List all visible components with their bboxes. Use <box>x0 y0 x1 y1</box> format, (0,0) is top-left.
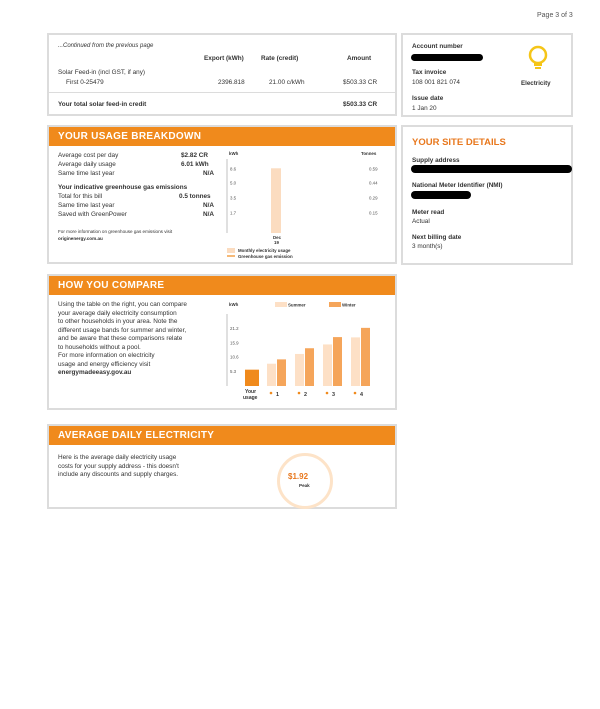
ghg-row-value: N/A <box>203 211 215 218</box>
ghg-row-label: Same time last year <box>58 202 115 209</box>
ghg-note: For more information on greenhouse gas emissions visit <box>58 229 173 234</box>
compare-link[interactable]: energymadeeasy.gov.au <box>58 369 132 376</box>
summer-bar <box>323 344 332 386</box>
compare-title: HOW YOU COMPARE <box>49 276 395 295</box>
average-daily-card <box>47 424 397 509</box>
compare-body-line: usage and energy efficiency visit <box>58 360 151 368</box>
usage-y2-label: Tonnes <box>361 151 377 156</box>
redaction-bar <box>411 54 483 61</box>
compare-body-line: and be aware that these comparisons relate <box>58 335 183 342</box>
winter-bar <box>277 359 286 386</box>
household-person-icon <box>270 392 273 395</box>
compare-y-tick: 5.3 <box>230 369 237 375</box>
usage-breakdown-card <box>47 125 397 264</box>
legend-label-monthly: Monthly electricity usage <box>238 248 291 253</box>
usage-row-label: Average cost per day <box>58 152 119 159</box>
meter-read-value: Actual <box>412 218 430 225</box>
account-card <box>401 33 573 117</box>
usage-y-tick: 5.0 <box>230 180 237 186</box>
compare-x-tick: usage <box>243 395 258 401</box>
ghg-note-link[interactable]: originenergy.com.au <box>58 236 103 241</box>
compare-body-line: your average daily electricity consumption <box>58 309 177 317</box>
electricity-label: Electricity <box>521 80 551 87</box>
feedin-row-sub: First 0-25479 <box>66 79 104 86</box>
tax-invoice-value: 108 001 821 074 <box>412 79 460 86</box>
usage-y-label: kWh <box>229 151 239 156</box>
compare-x-tick: 4 <box>360 392 363 398</box>
average-body-line: Here is the average daily electricity usage <box>58 454 177 461</box>
summer-bar <box>351 337 360 386</box>
compare-x-tick: Your <box>245 389 257 395</box>
usage-y-tick: 3.5 <box>230 195 237 201</box>
amount-col-header: Amount <box>347 55 372 62</box>
summer-bar <box>295 354 304 386</box>
tax-invoice-label: Tax invoice <box>412 69 447 76</box>
site-details-card <box>401 125 573 265</box>
household-person-icon <box>354 392 357 395</box>
usage-title: YOUR USAGE BREAKDOWN <box>49 127 395 146</box>
rate-col-header: Rate (credit) <box>261 55 299 62</box>
compare-chart <box>221 296 393 408</box>
redaction-bar <box>411 191 471 199</box>
site-title: YOUR SITE DETAILS <box>412 137 506 148</box>
legend-swatch-monthly <box>227 248 235 253</box>
usage-row-value: $2.82 CR <box>181 152 208 159</box>
average-cost-circle <box>277 453 333 509</box>
winter-bar <box>361 328 370 386</box>
usage-y-tick: 8.6 <box>230 166 237 172</box>
legend-label-ghg: Greenhouse gas emission <box>238 254 293 259</box>
compare-y-tick: 10.6 <box>230 354 239 360</box>
average-body-line: include any discounts and supply charges. <box>58 471 179 478</box>
nmi-label: National Meter Identifier (NMI) <box>412 182 503 189</box>
usage-y-tick: 1.7 <box>230 210 237 216</box>
average-cost-label: Peak <box>299 483 310 488</box>
legend-label-summer: Summer <box>288 302 306 308</box>
ghg-row-label: Total for this bill <box>58 193 103 200</box>
compare-y-tick: 15.9 <box>230 340 239 346</box>
account-number-label: Account number <box>412 43 463 50</box>
compare-x-tick: 3 <box>332 392 335 398</box>
how-you-compare-card <box>47 274 397 410</box>
average-body-line: costs for your supply address - this doesn't <box>58 462 179 470</box>
rate-value: 21.00 c/kWh <box>269 79 305 86</box>
compare-x-tick: 1 <box>276 392 279 398</box>
usage-x-tick: Dec <box>273 235 282 240</box>
page-number: Page 3 of 3 <box>537 12 573 19</box>
household-person-icon <box>326 392 329 395</box>
total-feedin-value: $503.33 CR <box>343 101 378 108</box>
compare-body-line: to households without a pool. <box>58 343 141 351</box>
compare-body-line: For more information on electricity <box>58 352 155 359</box>
solar-feedin-card <box>47 33 397 116</box>
compare-y-label: kWh <box>229 302 239 307</box>
usage-chart <box>221 147 393 259</box>
average-cost-value: $1.92 <box>288 472 309 481</box>
usage-row-label: Average daily usage <box>58 161 116 168</box>
usage-y2-tick: 0.44 <box>369 180 378 186</box>
compare-body-line: to other households in your area. Note the <box>58 318 178 325</box>
usage-bar <box>271 168 281 233</box>
usage-row-label: Same time last year <box>58 170 115 177</box>
your-usage-bar <box>245 370 259 386</box>
meter-read-label: Meter read <box>412 209 445 216</box>
usage-x-tick: 19 <box>274 240 279 245</box>
legend-label-winter: Winter <box>342 302 356 308</box>
legend-swatch-summer <box>275 302 287 307</box>
usage-row-value: N/A <box>203 170 215 177</box>
household-person-icon <box>298 392 301 395</box>
usage-y2-tick: 0.59 <box>369 166 378 172</box>
compare-body-line: different usage bands for summer and winter, <box>58 326 187 334</box>
average-title: AVERAGE DAILY ELECTRICITY <box>49 426 395 445</box>
usage-y2-tick: 0.29 <box>369 195 378 201</box>
ghg-title: Your indicative greenhouse gas emissions <box>58 184 188 191</box>
summer-bar <box>267 364 276 386</box>
amount-value: $503.33 CR <box>343 79 378 86</box>
lightbulb-icon <box>528 45 548 75</box>
feedin-row-label: Solar Feed-in (incl GST, if any) <box>58 69 146 76</box>
total-feedin-label: Your total solar feed-in credit <box>58 101 147 108</box>
ghg-row-label: Saved with GreenPower <box>58 211 127 218</box>
divider <box>49 92 395 93</box>
ghg-row-value: N/A <box>203 202 215 209</box>
redaction-bar <box>411 165 572 173</box>
legend-swatch-winter <box>329 302 341 307</box>
export-value: 2396.818 <box>218 79 245 86</box>
compare-y-tick: 21.2 <box>230 325 239 331</box>
issue-date-value: 1 Jan 20 <box>412 105 437 112</box>
next-billing-label: Next billing date <box>412 234 462 241</box>
winter-bar <box>305 348 314 386</box>
export-col-header: Export (kWh) <box>204 55 244 62</box>
compare-body-line: Using the table on the right, you can compare <box>58 301 187 308</box>
continued-note: ...Continued from the previous page <box>58 43 154 49</box>
supply-address-label: Supply address <box>412 157 460 164</box>
usage-row-value: 6.01 kWh <box>181 161 209 168</box>
ghg-row-value: 0.5 tonnes <box>179 193 211 200</box>
next-billing-value: 3 month(s) <box>412 243 443 250</box>
usage-y2-tick: 0.15 <box>369 210 378 216</box>
issue-date-label: Issue date <box>412 95 444 102</box>
winter-bar <box>333 337 342 386</box>
compare-x-tick: 2 <box>304 392 307 398</box>
